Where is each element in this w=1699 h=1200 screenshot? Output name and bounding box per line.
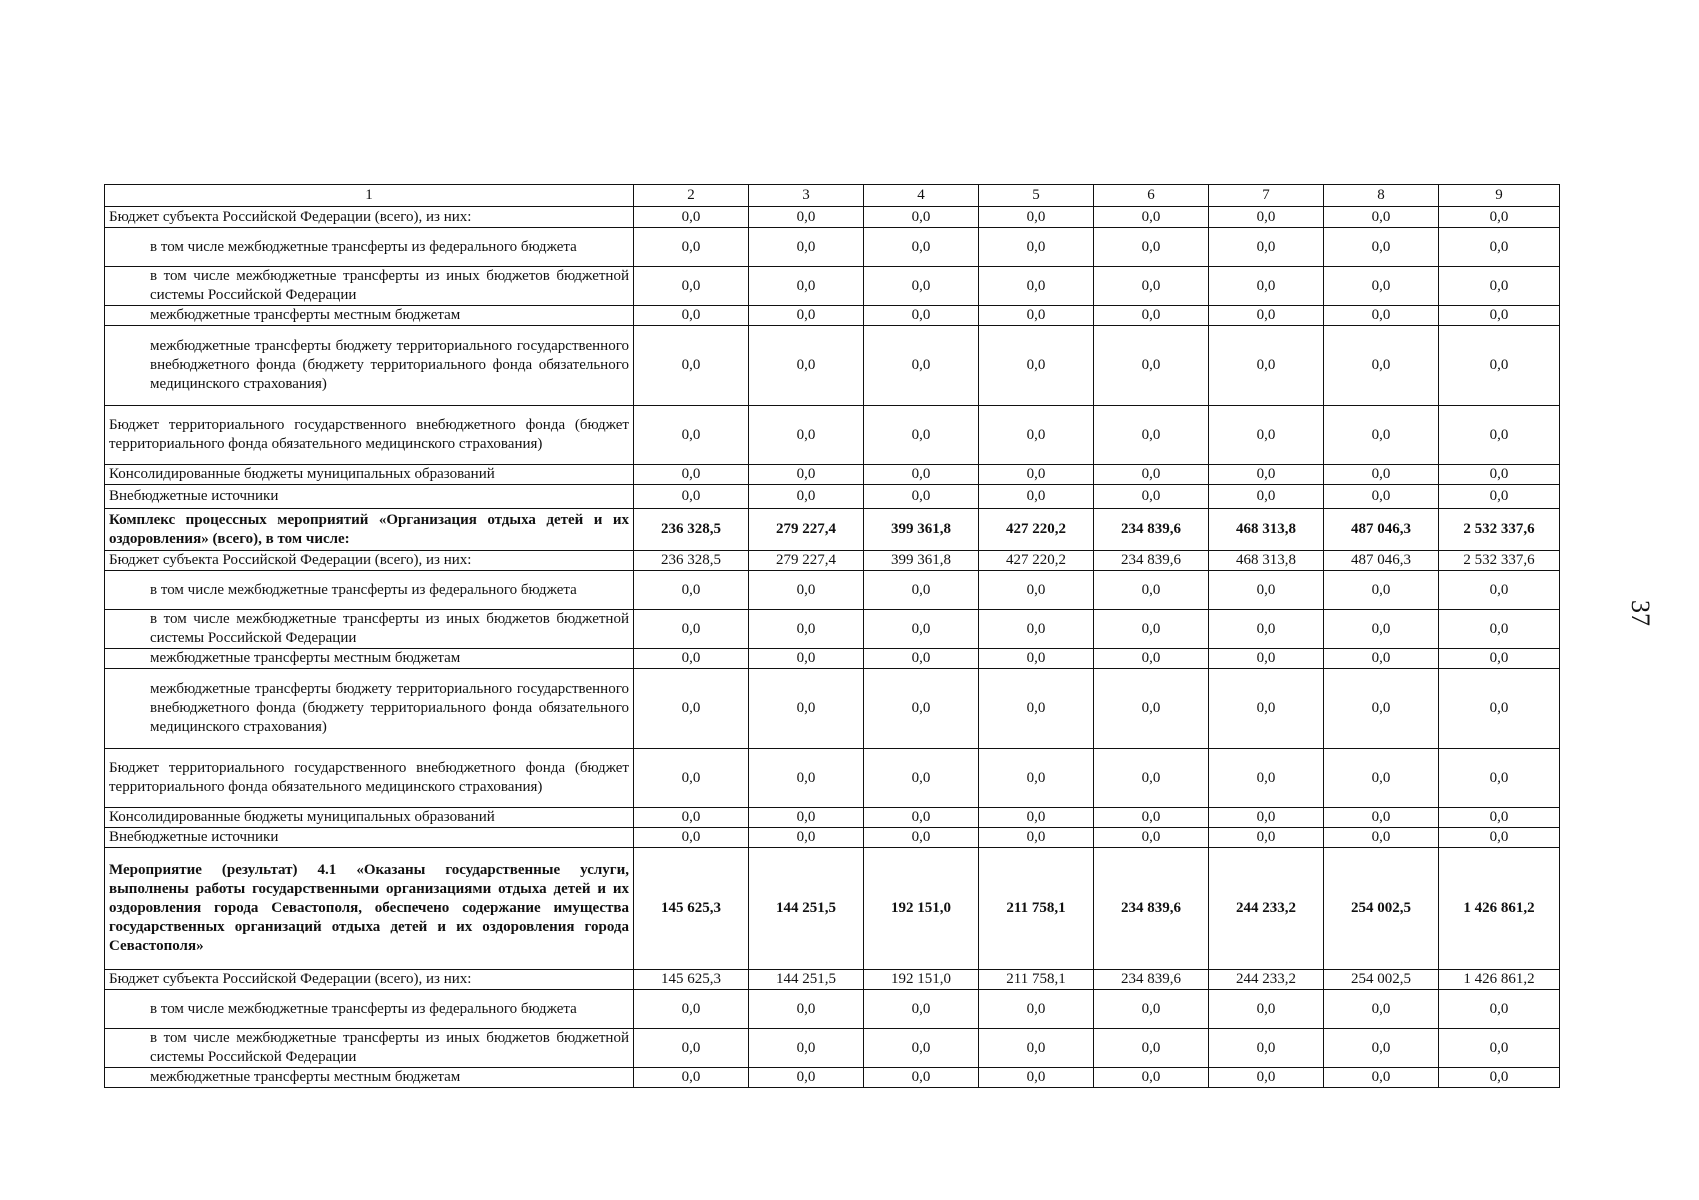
value-cell: 0,0	[749, 485, 864, 509]
value-cell: 0,0	[1094, 610, 1209, 649]
value-cell: 0,0	[979, 990, 1094, 1029]
column-header: 8	[1324, 185, 1439, 207]
value-cell: 0,0	[864, 610, 979, 649]
value-cell: 0,0	[749, 326, 864, 406]
value-cell: 0,0	[1439, 571, 1560, 610]
value-cell: 0,0	[1324, 267, 1439, 306]
table-row	[105, 267, 1560, 306]
value-cell: 0,0	[749, 649, 864, 669]
value-cell: 0,0	[1324, 669, 1439, 749]
value-cell: 0,0	[1439, 828, 1560, 848]
value-cell: 0,0	[1209, 1068, 1324, 1088]
row-label: Бюджет субъекта Российской Федерации (всего), из них:	[105, 551, 634, 571]
value-cell: 0,0	[634, 306, 749, 326]
value-cell: 0,0	[1439, 465, 1560, 485]
value-cell: 427 220,2	[979, 551, 1094, 571]
row-label: Бюджет территориального государственного внебюджетного фонда (бюджет территориального фонда обязательного медицинского страхования)	[105, 749, 634, 808]
table-row	[105, 828, 1560, 848]
value-cell: 0,0	[634, 610, 749, 649]
value-cell: 0,0	[1324, 571, 1439, 610]
table-row	[105, 649, 1560, 669]
value-cell: 0,0	[864, 465, 979, 485]
value-cell: 0,0	[1094, 326, 1209, 406]
value-cell: 0,0	[1439, 228, 1560, 267]
row-label: Комплекс процессных мероприятий «Организация отдыха детей и их оздоровления» (всего), в том числе:	[105, 509, 634, 551]
value-cell: 0,0	[749, 207, 864, 228]
value-cell: 0,0	[634, 1029, 749, 1068]
value-cell: 0,0	[634, 828, 749, 848]
value-cell: 0,0	[1439, 990, 1560, 1029]
value-cell: 0,0	[979, 649, 1094, 669]
value-cell: 0,0	[1209, 267, 1324, 306]
value-cell: 487 046,3	[1324, 551, 1439, 571]
value-cell: 0,0	[979, 228, 1094, 267]
value-cell: 0,0	[634, 267, 749, 306]
value-cell: 0,0	[749, 828, 864, 848]
value-cell: 0,0	[1209, 306, 1324, 326]
value-cell: 145 625,3	[634, 848, 749, 970]
value-cell: 0,0	[979, 485, 1094, 509]
value-cell: 0,0	[1209, 808, 1324, 828]
value-cell: 0,0	[979, 1029, 1094, 1068]
row-label: Консолидированные бюджеты муниципальных образований	[105, 465, 634, 485]
table-row	[105, 326, 1560, 406]
value-cell: 0,0	[1324, 306, 1439, 326]
value-cell: 236 328,5	[634, 551, 749, 571]
value-cell: 427 220,2	[979, 509, 1094, 551]
value-cell: 144 251,5	[749, 970, 864, 990]
value-cell: 0,0	[1094, 406, 1209, 465]
value-cell: 244 233,2	[1209, 970, 1324, 990]
value-cell: 0,0	[979, 207, 1094, 228]
value-cell: 2 532 337,6	[1439, 551, 1560, 571]
row-label: в том числе межбюджетные трансферты из иных бюджетов бюджетной системы Российской Федерации	[105, 610, 634, 649]
value-cell: 0,0	[1094, 207, 1209, 228]
value-cell: 0,0	[749, 306, 864, 326]
value-cell: 234 839,6	[1094, 509, 1209, 551]
value-cell: 0,0	[1209, 610, 1324, 649]
column-header: 6	[1094, 185, 1209, 207]
row-label: в том числе межбюджетные трансферты из федерального бюджета	[105, 571, 634, 610]
value-cell: 0,0	[864, 207, 979, 228]
value-cell: 0,0	[749, 406, 864, 465]
value-cell: 0,0	[864, 669, 979, 749]
value-cell: 0,0	[1439, 669, 1560, 749]
value-cell: 254 002,5	[1324, 848, 1439, 970]
value-cell: 0,0	[979, 749, 1094, 808]
table-row	[105, 808, 1560, 828]
value-cell: 0,0	[1324, 1029, 1439, 1068]
value-cell: 2 532 337,6	[1439, 509, 1560, 551]
value-cell: 0,0	[634, 228, 749, 267]
value-cell: 0,0	[1439, 207, 1560, 228]
row-label: Внебюджетные источники	[105, 485, 634, 509]
table-row	[105, 990, 1560, 1029]
column-header: 1	[105, 185, 634, 207]
value-cell: 236 328,5	[634, 509, 749, 551]
row-label: Внебюджетные источники	[105, 828, 634, 848]
value-cell: 0,0	[864, 1068, 979, 1088]
value-cell: 0,0	[749, 749, 864, 808]
value-cell: 0,0	[1324, 485, 1439, 509]
row-label: межбюджетные трансферты бюджету территориального государственного внебюджетного фонда (бюджету территориального фонда обязательного медицинского страхования)	[105, 669, 634, 749]
value-cell: 0,0	[864, 749, 979, 808]
value-cell: 0,0	[1439, 808, 1560, 828]
column-header: 7	[1209, 185, 1324, 207]
value-cell: 144 251,5	[749, 848, 864, 970]
value-cell: 0,0	[749, 1029, 864, 1068]
value-cell: 0,0	[1209, 406, 1324, 465]
row-label: в том числе межбюджетные трансферты из иных бюджетов бюджетной системы Российской Федерации	[105, 1029, 634, 1068]
value-cell: 0,0	[1324, 1068, 1439, 1088]
table-row	[105, 485, 1560, 509]
value-cell: 0,0	[1209, 571, 1324, 610]
table-row	[105, 551, 1560, 571]
column-header: 5	[979, 185, 1094, 207]
value-cell: 0,0	[864, 326, 979, 406]
column-header: 9	[1439, 185, 1560, 207]
value-cell: 0,0	[749, 610, 864, 649]
value-cell: 0,0	[1324, 828, 1439, 848]
value-cell: 0,0	[1439, 1068, 1560, 1088]
value-cell: 0,0	[1324, 465, 1439, 485]
value-cell: 0,0	[1439, 610, 1560, 649]
value-cell: 487 046,3	[1324, 509, 1439, 551]
value-cell: 244 233,2	[1209, 848, 1324, 970]
value-cell: 0,0	[979, 326, 1094, 406]
value-cell: 0,0	[1094, 306, 1209, 326]
value-cell: 0,0	[1324, 990, 1439, 1029]
value-cell: 0,0	[634, 571, 749, 610]
value-cell: 0,0	[864, 306, 979, 326]
value-cell: 0,0	[979, 828, 1094, 848]
row-label: в том числе межбюджетные трансферты из иных бюджетов бюджетной системы Российской Федерации	[105, 267, 634, 306]
value-cell: 0,0	[1094, 649, 1209, 669]
table-row	[105, 749, 1560, 808]
value-cell: 0,0	[864, 571, 979, 610]
value-cell: 0,0	[979, 267, 1094, 306]
value-cell: 0,0	[1209, 990, 1324, 1029]
value-cell: 0,0	[749, 571, 864, 610]
page-number: 37	[1626, 600, 1655, 626]
value-cell: 0,0	[1439, 485, 1560, 509]
value-cell: 0,0	[1209, 485, 1324, 509]
value-cell: 0,0	[1209, 749, 1324, 808]
value-cell: 0,0	[1094, 1068, 1209, 1088]
value-cell: 0,0	[1094, 808, 1209, 828]
row-label: Консолидированные бюджеты муниципальных образований	[105, 808, 634, 828]
value-cell: 0,0	[1439, 267, 1560, 306]
value-cell: 0,0	[749, 808, 864, 828]
value-cell: 0,0	[979, 610, 1094, 649]
table-row	[105, 1068, 1560, 1088]
value-cell: 0,0	[1209, 326, 1324, 406]
value-cell: 0,0	[1209, 207, 1324, 228]
value-cell: 0,0	[1439, 649, 1560, 669]
value-cell: 0,0	[1324, 207, 1439, 228]
value-cell: 0,0	[1324, 326, 1439, 406]
row-label: в том числе межбюджетные трансферты из федерального бюджета	[105, 990, 634, 1029]
value-cell: 0,0	[864, 649, 979, 669]
value-cell: 0,0	[1209, 669, 1324, 749]
column-header: 3	[749, 185, 864, 207]
value-cell: 211 758,1	[979, 848, 1094, 970]
value-cell: 234 839,6	[1094, 970, 1209, 990]
value-cell: 1 426 861,2	[1439, 970, 1560, 990]
table-row	[105, 465, 1560, 485]
value-cell: 0,0	[1324, 749, 1439, 808]
value-cell: 145 625,3	[634, 970, 749, 990]
table-row	[105, 610, 1560, 649]
value-cell: 0,0	[979, 571, 1094, 610]
value-cell: 0,0	[864, 828, 979, 848]
value-cell: 468 313,8	[1209, 551, 1324, 571]
value-cell: 399 361,8	[864, 509, 979, 551]
value-cell: 0,0	[1094, 990, 1209, 1029]
value-cell: 234 839,6	[1094, 848, 1209, 970]
value-cell: 0,0	[749, 990, 864, 1029]
value-cell: 0,0	[634, 808, 749, 828]
row-label: Мероприятие (результат) 4.1 «Оказаны государственные услуги, выполнены работы государственными организациями отдыха детей и их оздоровления города Севастополя, обеспечено содержание имущества государственных организаций отдыха детей и их оздоровления города Севастополя»	[105, 848, 634, 970]
value-cell: 0,0	[1439, 749, 1560, 808]
row-label: Бюджет субъекта Российской Федерации (всего), из них:	[105, 207, 634, 228]
value-cell: 0,0	[1094, 828, 1209, 848]
value-cell: 0,0	[634, 1068, 749, 1088]
value-cell: 0,0	[749, 228, 864, 267]
value-cell: 0,0	[864, 1029, 979, 1068]
value-cell: 0,0	[749, 669, 864, 749]
value-cell: 0,0	[864, 228, 979, 267]
value-cell: 0,0	[634, 649, 749, 669]
value-cell: 0,0	[979, 1068, 1094, 1088]
row-label: Бюджет субъекта Российской Федерации (всего), из них:	[105, 970, 634, 990]
value-cell: 468 313,8	[1209, 509, 1324, 551]
value-cell: 0,0	[1094, 485, 1209, 509]
table-row	[105, 669, 1560, 749]
value-cell: 0,0	[979, 306, 1094, 326]
row-label: Бюджет территориального государственного внебюджетного фонда (бюджет территориального фонда обязательного медицинского страхования)	[105, 406, 634, 465]
value-cell: 0,0	[1324, 808, 1439, 828]
value-cell: 0,0	[1094, 267, 1209, 306]
table-row	[105, 207, 1560, 228]
value-cell: 0,0	[634, 990, 749, 1029]
value-cell: 211 758,1	[979, 970, 1094, 990]
table-row	[105, 306, 1560, 326]
value-cell: 0,0	[1209, 228, 1324, 267]
value-cell: 192 151,0	[864, 848, 979, 970]
value-cell: 0,0	[1439, 326, 1560, 406]
value-cell: 254 002,5	[1324, 970, 1439, 990]
row-label: межбюджетные трансферты местным бюджетам	[105, 1068, 634, 1088]
row-label: межбюджетные трансферты бюджету территориального государственного внебюджетного фонда (бюджету территориального фонда обязательного медицинского страхования)	[105, 326, 634, 406]
value-cell: 279 227,4	[749, 509, 864, 551]
value-cell: 0,0	[864, 808, 979, 828]
budget-table	[104, 184, 1560, 1088]
value-cell: 192 151,0	[864, 970, 979, 990]
value-cell: 0,0	[1209, 465, 1324, 485]
value-cell: 0,0	[1324, 406, 1439, 465]
value-cell: 0,0	[979, 465, 1094, 485]
value-cell: 0,0	[634, 207, 749, 228]
value-cell: 399 361,8	[864, 551, 979, 571]
value-cell: 0,0	[1094, 1029, 1209, 1068]
value-cell: 0,0	[864, 406, 979, 465]
table-row	[105, 1029, 1560, 1068]
table-row	[105, 848, 1560, 970]
value-cell: 0,0	[634, 326, 749, 406]
value-cell: 0,0	[1324, 649, 1439, 669]
table-row	[105, 406, 1560, 465]
value-cell: 0,0	[1209, 1029, 1324, 1068]
value-cell: 0,0	[864, 990, 979, 1029]
row-label: в том числе межбюджетные трансферты из федерального бюджета	[105, 228, 634, 267]
table-row	[105, 970, 1560, 990]
value-cell: 0,0	[1439, 406, 1560, 465]
table-row	[105, 228, 1560, 267]
value-cell: 0,0	[634, 465, 749, 485]
value-cell: 0,0	[1209, 649, 1324, 669]
value-cell: 0,0	[1324, 610, 1439, 649]
value-cell: 234 839,6	[1094, 551, 1209, 571]
value-cell: 0,0	[1094, 669, 1209, 749]
row-label: межбюджетные трансферты местным бюджетам	[105, 306, 634, 326]
value-cell: 0,0	[1209, 828, 1324, 848]
value-cell: 0,0	[1324, 228, 1439, 267]
value-cell: 0,0	[634, 669, 749, 749]
value-cell: 0,0	[1094, 465, 1209, 485]
value-cell: 0,0	[979, 808, 1094, 828]
value-cell: 0,0	[749, 1068, 864, 1088]
value-cell: 0,0	[749, 465, 864, 485]
column-header: 4	[864, 185, 979, 207]
value-cell: 0,0	[864, 485, 979, 509]
value-cell: 0,0	[1094, 571, 1209, 610]
value-cell: 0,0	[1439, 306, 1560, 326]
value-cell: 0,0	[634, 406, 749, 465]
value-cell: 0,0	[634, 749, 749, 808]
value-cell: 0,0	[864, 267, 979, 306]
value-cell: 0,0	[1094, 228, 1209, 267]
value-cell: 279 227,4	[749, 551, 864, 571]
header-row	[105, 185, 1560, 207]
value-cell: 1 426 861,2	[1439, 848, 1560, 970]
value-cell: 0,0	[979, 669, 1094, 749]
table-row	[105, 509, 1560, 551]
value-cell: 0,0	[749, 267, 864, 306]
value-cell: 0,0	[1094, 749, 1209, 808]
value-cell: 0,0	[634, 485, 749, 509]
row-label: межбюджетные трансферты местным бюджетам	[105, 649, 634, 669]
table-row	[105, 571, 1560, 610]
column-header: 2	[634, 185, 749, 207]
value-cell: 0,0	[979, 406, 1094, 465]
value-cell: 0,0	[1439, 1029, 1560, 1068]
